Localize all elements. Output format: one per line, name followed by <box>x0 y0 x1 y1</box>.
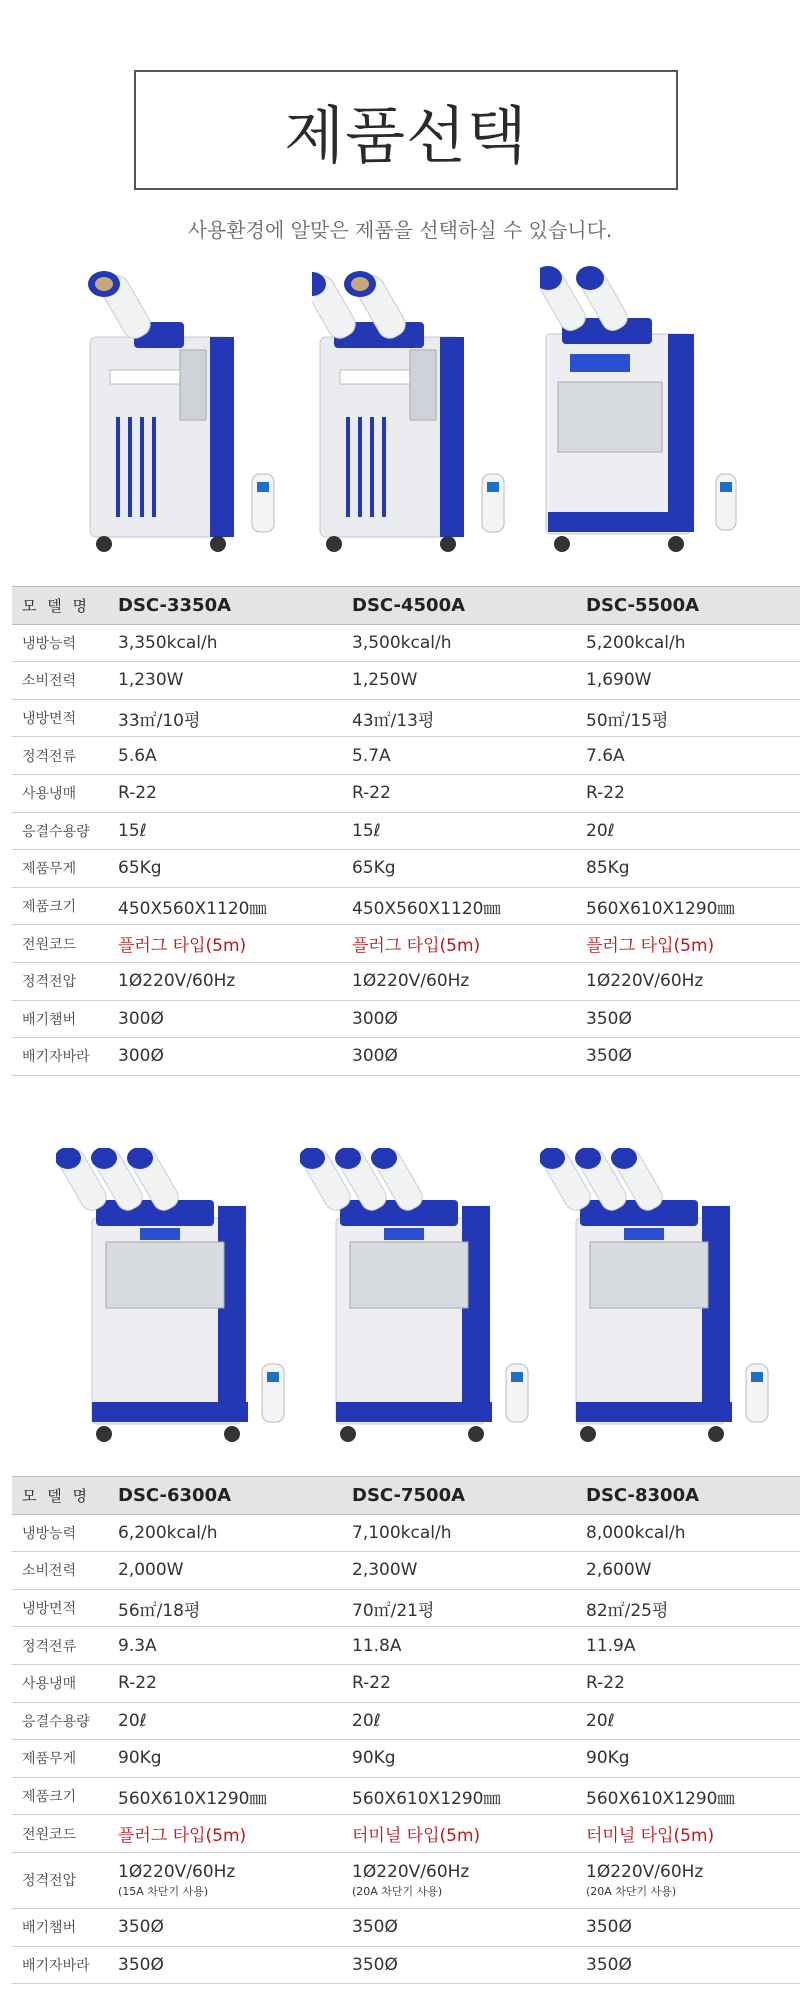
spec-table-group-1 <box>12 586 800 1076</box>
model-name: DSC-8300A <box>574 1477 800 1515</box>
table-row: 제품크기 450X560X1120㎜ 450X560X1120㎜ 560X610X1290㎜ <box>12 887 800 925</box>
table-row: 사용냉매 R-22 R-22 R-22 <box>12 1664 800 1702</box>
table-row: 제품무게 65Kg 65Kg 85Kg <box>12 850 800 888</box>
title-box <box>134 70 678 190</box>
product-image-dsc-4500a <box>312 262 532 562</box>
table-row: 제품무게 90Kg 90Kg 90Kg <box>12 1740 800 1778</box>
table-row: 응결수용량 15ℓ 15ℓ 20ℓ <box>12 812 800 850</box>
table-row: 냉방능력 3,350kcal/h 3,500kcal/h 5,200kcal/h <box>12 624 800 662</box>
table-row: 모 델 명 DSC-3350A DSC-4500A DSC-5500A <box>12 587 800 625</box>
product-image-dsc-8300a <box>540 1148 760 1448</box>
table-row: 전원코드 플러그 타입(5m) 터미널 타입(5m) 터미널 타입(5m) <box>12 1815 800 1853</box>
table-row: 전원코드 플러그 타입(5m) 플러그 타입(5m) 플러그 타입(5m) <box>12 925 800 963</box>
model-name: DSC-3350A <box>106 587 340 625</box>
model-name: DSC-5500A <box>574 587 800 625</box>
table-row: 사용냉매 R-22 R-22 R-22 <box>12 774 800 812</box>
table-row: 응결수용량 20ℓ 20ℓ 20ℓ <box>12 1702 800 1740</box>
product-images-group-2 <box>0 1148 800 1448</box>
product-image-dsc-3350a <box>82 262 302 562</box>
table-row: 제품크기 560X610X1290㎜ 560X610X1290㎜ 560X610X1290㎜ <box>12 1777 800 1815</box>
product-image-dsc-7500a <box>300 1148 520 1448</box>
model-name: DSC-7500A <box>340 1477 574 1515</box>
table-row: 배기자바라 300Ø 300Ø 350Ø <box>12 1038 800 1076</box>
table-row: 배기챔버 300Ø 300Ø 350Ø <box>12 1000 800 1038</box>
product-image-dsc-5500a <box>540 262 760 562</box>
product-image-dsc-6300a <box>56 1148 276 1448</box>
page-title: 제품선택 <box>284 98 528 172</box>
table-row: 냉방면적 33㎡/10평 43㎡/13평 50㎡/15평 <box>12 699 800 737</box>
breaker-note: (15A 차단기 사용) <box>118 1884 209 1898</box>
model-name: DSC-6300A <box>106 1477 340 1515</box>
table-row: 정격전류 5.6A 5.7A 7.6A <box>12 737 800 775</box>
table-row: 냉방능력 6,200kcal/h 7,100kcal/h 8,000kcal/h <box>12 1514 800 1552</box>
breaker-note: (20A 차단기 사용) <box>352 1884 443 1898</box>
model-name: DSC-4500A <box>340 587 574 625</box>
table-row: 소비전력 2,000W 2,300W 2,600W <box>12 1552 800 1590</box>
product-images-group-1 <box>0 262 800 562</box>
spec-table-group-2 <box>12 1476 800 1984</box>
table-row: 모 델 명 DSC-6300A DSC-7500A DSC-8300A <box>12 1477 800 1515</box>
page-subtitle: 사용환경에 알맞은 제품을 선택하실 수 있습니다. <box>187 218 613 242</box>
table-row: 정격전류 9.3A 11.8A 11.9A <box>12 1627 800 1665</box>
table-row: 냉방면적 56㎡/18평 70㎡/21평 82㎡/25평 <box>12 1589 800 1627</box>
table-row: 정격전압 1Ø220V/60Hz (15A 차단기 사용) 1Ø220V/60Hz (20A 차단기 사용) 1Ø220V/60Hz (20A 차단기 사용) <box>12 1852 800 1908</box>
table-row: 소비전력 1,230W 1,250W 1,690W <box>12 662 800 700</box>
table-row: 정격전압 1Ø220V/60Hz 1Ø220V/60Hz 1Ø220V/60Hz <box>12 962 800 1000</box>
table-row: 배기챔버 350Ø 350Ø 350Ø <box>12 1908 800 1946</box>
table-row: 배기자바라 350Ø 350Ø 350Ø <box>12 1946 800 1984</box>
breaker-note: (20A 차단기 사용) <box>586 1884 677 1898</box>
